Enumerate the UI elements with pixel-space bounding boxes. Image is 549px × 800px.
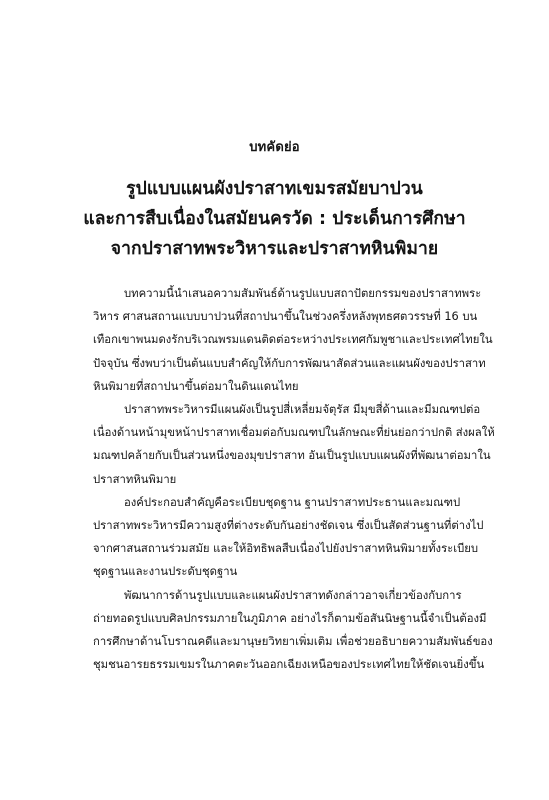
paragraph-line: เทือกเขาพนมดงรักบริเวณพรมแดนติดต่อระหว่างประเทศกัมพูชาและประเทศไทยใน bbox=[93, 333, 493, 347]
paragraph-line: มณฑปคล้ายกับเป็นส่วนหนึ่งของมุขปราสาท อันเป็นรูปแบบแผนผังที่พัฒนาต่อมาใน bbox=[93, 449, 491, 463]
title-line: รูปแบบแผนผังปราสาทเขมรสมัยบาปวน bbox=[126, 179, 423, 199]
paragraph-line: ถ่ายทอดรูปแบบศิลปกรรมภายในภูมิภาค อย่างไรก็ตามข้อสันนิษฐานนี้จำเป็นต้องมี bbox=[93, 611, 487, 625]
paragraph-line: หินพิมายที่สถาปนาขึ้นต่อมาในดินแดนไทย bbox=[93, 379, 299, 393]
paragraph-line: จากศาสนสถานร่วมสมัย และให้อิทธิพลสืบเนื่องไปยังปราสาทหินพิมายทั้งระเบียบ bbox=[93, 542, 479, 556]
abstract-heading: บทคัดย่อ bbox=[249, 140, 300, 155]
paragraph-line: องค์ประกอบสำคัญคือระเบียบชุดฐาน ฐานปราสาทประธานและมณฑป bbox=[124, 495, 461, 509]
paragraph-line: พัฒนาการด้านรูปแบบและแผนผังปราสาทดังกล่าวอาจเกี่ยวข้องกับการ bbox=[124, 588, 462, 602]
article-title bbox=[40, 174, 509, 264]
paragraph bbox=[93, 398, 495, 491]
paragraph-line: ชุดฐานและงานประดับชุดฐาน bbox=[93, 565, 238, 579]
paragraph bbox=[93, 491, 484, 584]
title-line: จากปราสาทพระวิหารและปราสาทหินพิมาย bbox=[110, 239, 439, 259]
paragraph-line: บทความนี้นำเสนอความสัมพันธ์ด้านรูปแบบสถาปัตยกรรมของปราสาทพระ bbox=[124, 287, 482, 300]
paragraph bbox=[93, 584, 493, 677]
paragraph-line: การศึกษาด้านโบราณคดีและมานุษยวิทยาเพิ่มเติม เพื่อช่วยอธิบายความสัมพันธ์ของ bbox=[93, 635, 493, 649]
paragraph bbox=[93, 282, 493, 398]
paragraph-line: วิหาร ศาสนสถานแบบบาปวนที่สถาปนาขึ้นในช่วงครึ่งหลังพุทธศตวรรษที่ 16 บน bbox=[93, 310, 478, 324]
paragraph-line: ชุมชนอารยธรรมเขมรในภาคตะวันออกเฉียงเหนือของประเทศไทยให้ชัดเจนยิ่งขึ้น bbox=[93, 658, 485, 672]
paragraph-line: ปราสาทพระวิหารมีความสูงที่ต่างระดับกันอย่างชัดเจน ซึ่งเป็นสัดส่วนฐานที่ต่างไป bbox=[93, 519, 484, 533]
title-line: และการสืบเนื่องในสมัยนครวัด : ประเด็นการศึกษา bbox=[83, 209, 466, 229]
paragraph-line: ปราสาทหินพิมาย bbox=[93, 472, 177, 486]
abstract-body bbox=[93, 282, 495, 676]
paragraph-line: ปราสาทพระวิหารมีแผนผังเป็นรูปสี่เหลี่ยมจัตุรัส มีมุขสี่ด้านและมีมณฑปต่อ bbox=[124, 403, 481, 417]
paragraph-line: เนื่องด้านหน้ามุขหน้าปราสาทเชื่อมต่อกับมณฑปในลักษณะที่ย่นย่อกว่าปกติ ส่งผลให้ bbox=[93, 426, 495, 440]
paragraph-line: ปัจจุบัน ซึ่งพบว่าเป็นต้นแบบสำคัญให้กับการพัฒนาสัดส่วนและแผนผังของปราสาท bbox=[93, 356, 486, 370]
